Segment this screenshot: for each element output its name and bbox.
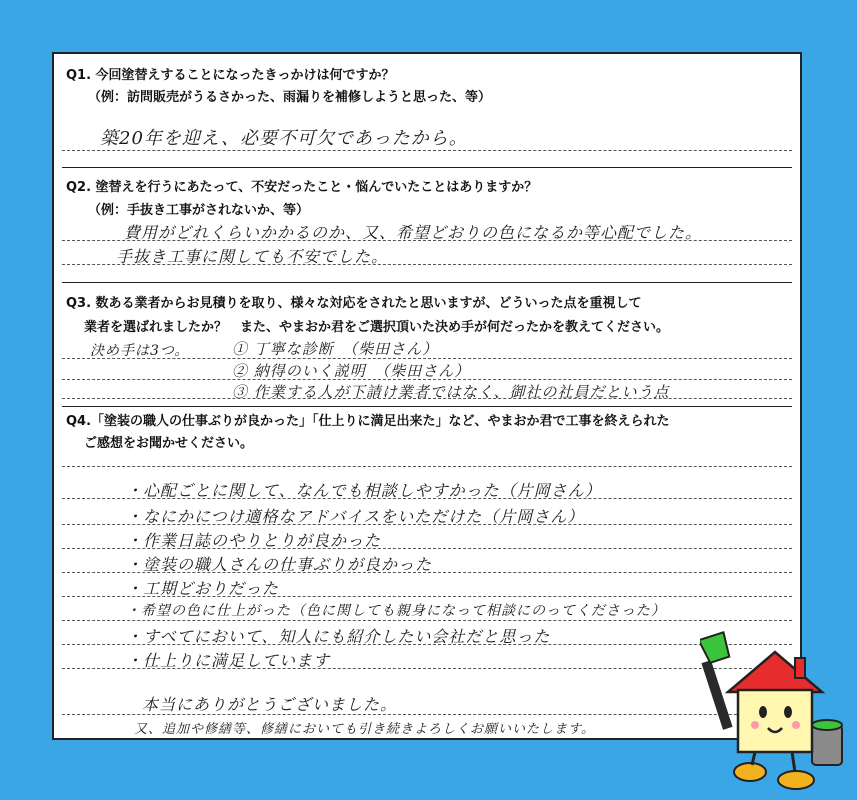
q4-rule-8 — [62, 668, 792, 669]
q4-answer-1: ・心配ごとに関して、なんでも相談しやすかった（片岡さん） — [126, 481, 602, 500]
q3-answer-2: ② 納得のいく説明 （柴田さん） — [232, 362, 471, 380]
q3-divider — [62, 406, 792, 407]
q3-rule-1 — [62, 358, 792, 359]
q3-question-2: 業者を選ばれましたか？ また、やまおか君をご選択頂いた決め手が何だったかを教えてください。 — [84, 320, 670, 335]
q3-question: Q3. 数ある業者からお見積りを取り、様々な対応をされたと思いますが、どういった点を重視して — [66, 296, 642, 311]
q4-rule-6 — [62, 620, 792, 621]
q2-answer-line-2: 手抜き工事に関しても不安でした。 — [116, 247, 389, 266]
q4-answer-7: ・すべてにおいて、知人にも紹介したい会社だと思った — [126, 627, 551, 646]
q3-rule-2 — [62, 379, 792, 380]
q2-rule-1 — [62, 240, 792, 241]
questionnaire-sheet — [52, 52, 802, 740]
q3-rule-3 — [62, 398, 792, 399]
paint-bucket-icon — [812, 720, 842, 765]
mascot-house-painter-illustration — [700, 630, 850, 795]
q4-rule-2 — [62, 524, 792, 525]
q4-rule-3 — [62, 548, 792, 549]
q4-rule-9 — [62, 714, 792, 715]
q4-answer-3: ・作業日誌のやりとりが良かった — [126, 531, 382, 550]
q4-question-2: ご感想をお聞かせください。 — [84, 436, 254, 451]
q4-rule-0 — [62, 466, 792, 467]
q1-question: Q1. 今回塗替えすることになったきっかけは何ですか？ — [66, 68, 395, 83]
q4-rule-7 — [62, 644, 792, 645]
q2-answer-line-1: 費用がどれくらいかかるのか、又、希望どおりの色になるか等心配でした。 — [124, 223, 703, 242]
q4-rule-1 — [62, 498, 792, 499]
q4-answer-4: ・塗装の職人さんの仕事ぶりが良かった — [126, 555, 433, 574]
q2-question: Q2. 塗替えを行うにあたって、不安だったこと・悩んでいたことはありますか？ — [66, 180, 538, 195]
q1-answer: 築20年を迎え、必要不可欠であったから。 — [100, 128, 468, 149]
q4-rule-5 — [62, 596, 792, 597]
q1-answer-line — [62, 150, 792, 151]
q4-answer-5: ・工期どおりだった — [126, 579, 280, 598]
q3-answer-lead: 決め手は3つ。 — [90, 343, 190, 359]
q1-example: （例：訪問販売がうるさかった、雨漏りを補修しようと思った、等） — [88, 90, 492, 105]
q3-answer-1: ① 丁寧な診断 （柴田さん） — [232, 340, 439, 358]
q4-answer-6: ・希望の色に仕上がった（色に関しても親身になって相談にのってくださった） — [126, 603, 666, 619]
q2-example: （例：手抜き工事がされないか、等） — [88, 203, 310, 218]
q1-divider — [62, 167, 792, 168]
paint-brush-icon — [700, 632, 733, 730]
q2-rule-2 — [62, 264, 792, 265]
q4-answer-2: ・なにかにつけ適格なアドバイスをいただけた（片岡さん） — [126, 507, 585, 526]
q4-rule-4 — [62, 572, 792, 573]
q4-closing-1: 本当にありがとうございました。 — [142, 695, 398, 714]
q4-question: Q4.「塗装の職人の仕事ぶりが良かった」「仕上りに満足出来た」など、やまおか君で工事を終えられた — [66, 414, 670, 429]
q3-answer-3: ③ 作業する人が下請け業者ではなく、御社の社員だという点 — [232, 383, 670, 401]
q4-closing-2: 又、追加や修繕等、修繕においても引き続きよろしくお願いいたします。 — [134, 722, 595, 737]
q2-divider — [62, 282, 792, 283]
q4-answer-8: ・仕上りに満足しています — [126, 651, 331, 670]
